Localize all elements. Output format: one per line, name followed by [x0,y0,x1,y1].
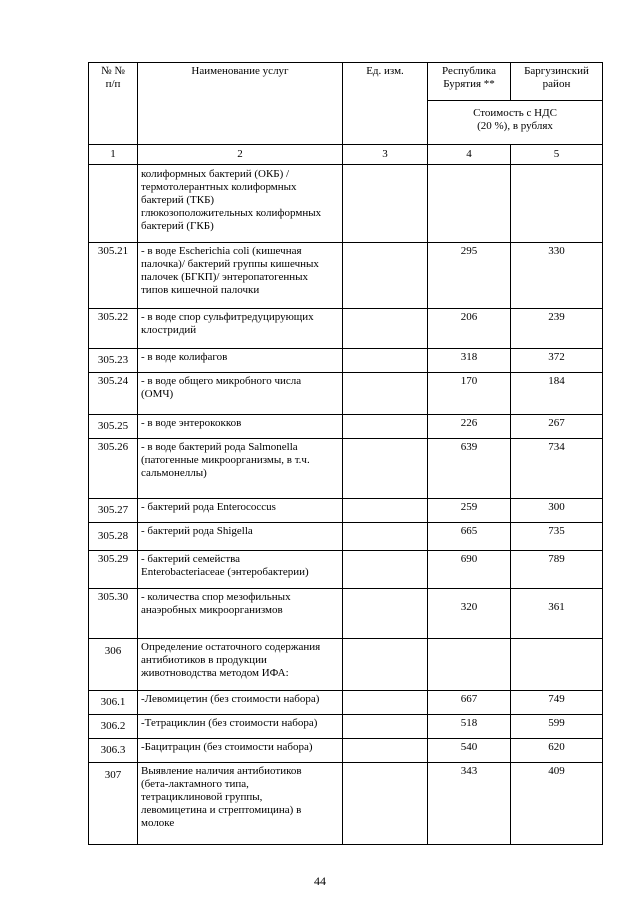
row-price-district: 749 [511,691,603,715]
table-body [89,165,603,845]
row-price-district [511,639,603,691]
header-cost-note: Стоимость с НДС (20 %), в рублях [428,101,603,145]
table-row [89,551,603,589]
row-price-district: 300 [511,499,603,523]
row-price-district: 267 [511,415,603,439]
row-number: 305.30 [89,589,138,639]
table-row [89,763,603,845]
row-price-district: 330 [511,243,603,309]
row-unit [343,309,428,349]
header-republic: Республика Бурятия ** [428,63,511,101]
table-row [89,439,603,499]
index-cell: 3 [343,145,428,165]
row-price-district [511,165,603,243]
row-price-republic: 690 [428,551,511,589]
table-row [89,523,603,551]
row-service-name: -Левомицетин (без стоимости набора) [138,691,343,715]
table-row [89,499,603,523]
table-row [89,243,603,309]
row-price-district: 239 [511,309,603,349]
index-cell: 1 [89,145,138,165]
header-service-name: Наименование услуг [138,63,343,145]
table-row [89,165,603,243]
index-cell: 4 [428,145,511,165]
row-unit [343,439,428,499]
row-unit [343,523,428,551]
row-price-district: 372 [511,349,603,373]
row-service-name: -Тетрациклин (без стоимости набора) [138,715,343,739]
row-price-republic: 665 [428,523,511,551]
row-number: 305.24 [89,373,138,415]
row-price-district: 620 [511,739,603,763]
row-number: 305.23 [89,349,138,373]
row-service-name: колиформных бактерий (ОКБ) / термотолерантных колиформных бактерий (ТКБ) глюкозоположительных колиформных бактерий (ГКБ) [138,165,343,243]
page-number: 44 [314,874,326,888]
header-district: Баргузинский район [511,63,603,101]
row-price-district: 409 [511,763,603,845]
row-unit [343,499,428,523]
row-price-district: 734 [511,439,603,499]
row-number: 305.28 [89,523,138,551]
row-price-district: 361 [511,589,603,639]
row-price-republic: 206 [428,309,511,349]
row-unit [343,763,428,845]
row-price-republic: 170 [428,373,511,415]
row-service-name: - бактерий семейства Enterobacteriaceae (энтеробактерии) [138,551,343,589]
row-number: 305.29 [89,551,138,589]
row-price-republic: 343 [428,763,511,845]
row-service-name: - в воде спор сульфитредуцирующих клостридий [138,309,343,349]
row-unit [343,589,428,639]
table-row [89,309,603,349]
row-unit [343,373,428,415]
row-price-republic: 226 [428,415,511,439]
row-price-district: 599 [511,715,603,739]
table-row [89,349,603,373]
row-service-name: - бактерий рода Enterococcus [138,499,343,523]
row-number: 306.2 [89,715,138,739]
table-row [89,715,603,739]
header-number: № № п/п [89,63,138,145]
row-service-name: - в воде колифагов [138,349,343,373]
row-unit [343,691,428,715]
row-number: 305.22 [89,309,138,349]
row-price-republic: 259 [428,499,511,523]
index-cell: 5 [511,145,603,165]
row-service-name: - в воде бактерий рода Salmonella (патогенные микроорганизмы, в т.ч. сальмонеллы) [138,439,343,499]
row-number: 305.27 [89,499,138,523]
header-unit: Ед. изм. [343,63,428,145]
row-price-republic: 518 [428,715,511,739]
row-price-district: 789 [511,551,603,589]
row-unit [343,551,428,589]
row-number: 305.26 [89,439,138,499]
header-row [89,63,603,101]
row-number: 305.25 [89,415,138,439]
row-service-name: Выявление наличия антибиотиков (бета-лактамного типа, тетрациклиновой группы, левомицетина и стрептомицина) в молоке [138,763,343,845]
row-price-republic [428,639,511,691]
row-number: 306.1 [89,691,138,715]
table-row [89,373,603,415]
table-row [89,415,603,439]
row-service-name: Определение остаточного содержания антибиотиков в продукции животноводства методом ИФА: [138,639,343,691]
row-price-district: 735 [511,523,603,551]
price-table [88,62,603,845]
index-row [89,145,603,165]
table-row [89,639,603,691]
row-service-name: -Бацитрацин (без стоимости набора) [138,739,343,763]
row-price-republic: 540 [428,739,511,763]
row-number [89,165,138,243]
row-price-republic: 667 [428,691,511,715]
table-row [89,739,603,763]
table-row [89,589,603,639]
row-unit [343,165,428,243]
row-service-name: - бактерий рода Shigella [138,523,343,551]
row-service-name: - в воде Escherichia coli (кишечная палочка)/ бактерий группы кишечных палочек (БГКП)/ энтеропатогенных типов кишечной палочки [138,243,343,309]
row-unit [343,639,428,691]
row-number: 306.3 [89,739,138,763]
row-number: 306 [89,639,138,691]
row-number: 305.21 [89,243,138,309]
row-unit [343,739,428,763]
row-service-name: - количества спор мезофильных анаэробных микроорганизмов [138,589,343,639]
row-number: 307 [89,763,138,845]
row-price-republic: 318 [428,349,511,373]
table-row [89,691,603,715]
row-service-name: - в воде общего микробного числа (ОМЧ) [138,373,343,415]
row-price-republic: 295 [428,243,511,309]
row-price-republic: 320 [428,589,511,639]
row-unit [343,415,428,439]
index-cell: 2 [138,145,343,165]
row-price-district: 184 [511,373,603,415]
row-price-republic: 639 [428,439,511,499]
row-service-name: - в воде энтерококков [138,415,343,439]
row-unit [343,243,428,309]
row-unit [343,715,428,739]
row-unit [343,349,428,373]
row-price-republic [428,165,511,243]
